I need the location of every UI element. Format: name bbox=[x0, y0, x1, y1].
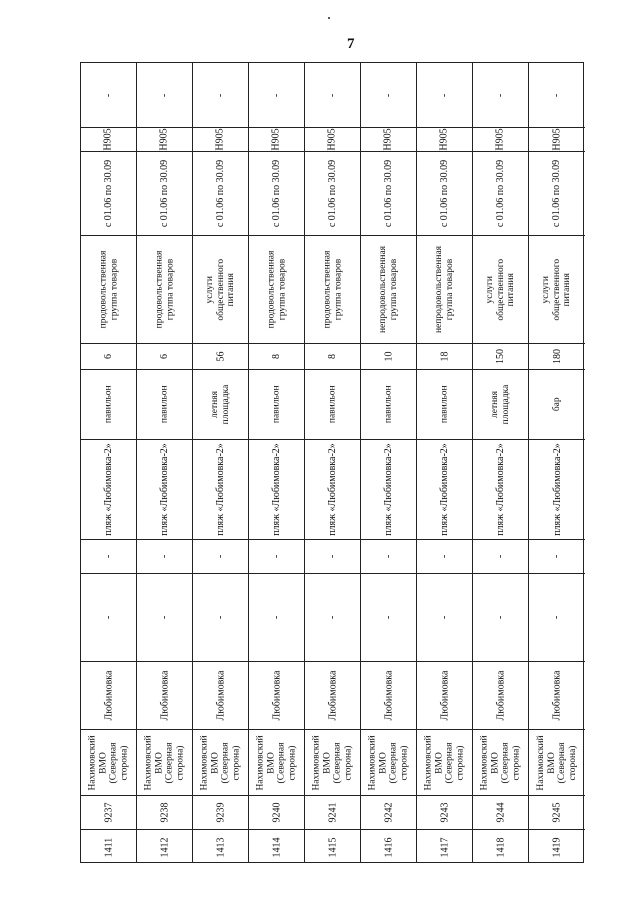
table-cell-code2 bbox=[473, 127, 528, 151]
table-cell-location bbox=[529, 439, 585, 539]
cell-text-col6: - bbox=[271, 554, 282, 559]
cell-text-settlement: Любимовка bbox=[382, 670, 394, 721]
cell-text-num: 1411 bbox=[102, 837, 114, 857]
table-cell-code bbox=[529, 795, 585, 829]
cell-text-spec: услуги общественного питания bbox=[541, 258, 573, 321]
cell-text-code2: Н905 bbox=[270, 128, 282, 151]
table-cell-note bbox=[137, 63, 192, 127]
page-number: 7 bbox=[347, 36, 355, 52]
cell-text-code2: Н905 bbox=[102, 128, 114, 151]
cell-text-spec: продовольственная группа товаров bbox=[98, 250, 119, 329]
cell-text-type: павильон bbox=[271, 385, 282, 424]
cell-text-spec: услуги общественного питания bbox=[204, 258, 236, 321]
table-cell-code2 bbox=[137, 127, 192, 151]
cell-text-spec: продовольственная группа товаров bbox=[266, 250, 287, 329]
table-cell-area bbox=[249, 343, 304, 369]
cell-text-district: Нахимовский ВМО (Северная сторона) bbox=[311, 734, 354, 791]
cell-text-num: 1416 bbox=[383, 837, 394, 857]
table-cell-code bbox=[473, 795, 528, 829]
cell-text-col6: - bbox=[439, 554, 450, 559]
table-cell-district bbox=[305, 729, 360, 795]
table-cell-district bbox=[473, 729, 528, 795]
cell-text-col5: - bbox=[159, 615, 170, 620]
table-row bbox=[417, 63, 473, 862]
table-cell-note bbox=[361, 63, 416, 127]
table-cell-code2 bbox=[417, 127, 472, 151]
table-row bbox=[137, 63, 193, 862]
table-cell-location bbox=[417, 439, 472, 539]
table-cell-period bbox=[81, 151, 136, 235]
table-cell-col6 bbox=[417, 539, 472, 573]
cell-text-area: 8 bbox=[327, 354, 338, 359]
table-cell-settlement bbox=[137, 661, 192, 729]
cell-text-district: Нахимовский ВМО (Северная сторона) bbox=[479, 734, 522, 791]
cell-text-spec: непродовольственная группа товаров bbox=[378, 245, 399, 334]
table-cell-num bbox=[81, 829, 136, 864]
table-cell-spec bbox=[137, 235, 192, 343]
table-cell-settlement bbox=[193, 661, 248, 729]
table-row bbox=[529, 63, 585, 862]
cell-text-code2: Н905 bbox=[438, 128, 450, 151]
cell-text-code2: Н905 bbox=[326, 128, 338, 151]
cell-text-period: с 01.06 по 30.09 bbox=[327, 159, 339, 228]
table-cell-area bbox=[81, 343, 136, 369]
cell-text-period: с 01.06 по 30.09 bbox=[495, 159, 507, 228]
table-cell-code2 bbox=[361, 127, 416, 151]
table-cell-code bbox=[193, 795, 248, 829]
table-cell-period bbox=[137, 151, 192, 235]
cell-text-district: Нахимовский ВМО (Северная сторона) bbox=[367, 734, 410, 791]
table-cell-district bbox=[137, 729, 192, 795]
cell-text-period: с 01.06 по 30.09 bbox=[103, 159, 115, 228]
table-cell-col6 bbox=[249, 539, 304, 573]
cell-text-area: 150 bbox=[495, 349, 506, 364]
table-cell-location bbox=[249, 439, 304, 539]
table-cell-col5 bbox=[305, 573, 360, 661]
table-cell-location bbox=[473, 439, 528, 539]
cell-text-code: 9240 bbox=[271, 802, 282, 823]
cell-text-code: 9243 bbox=[439, 802, 450, 823]
table-cell-note bbox=[529, 63, 585, 127]
cell-text-spec: продовольственная группа товаров bbox=[154, 250, 175, 329]
cell-text-location: пляж «Любимовка-2» bbox=[159, 443, 171, 536]
table-cell-note bbox=[249, 63, 304, 127]
cell-text-district: Нахимовский ВМО (Северная сторона) bbox=[423, 734, 466, 791]
table-row bbox=[361, 63, 417, 862]
table-cell-type bbox=[249, 369, 304, 439]
table-cell-type bbox=[417, 369, 472, 439]
cell-text-settlement: Любимовка bbox=[494, 670, 506, 721]
cell-text-period: с 01.06 по 30.09 bbox=[551, 159, 563, 228]
cell-text-area: 6 bbox=[103, 354, 114, 359]
table-cell-spec bbox=[473, 235, 528, 343]
table-cell-period bbox=[305, 151, 360, 235]
cell-text-type: павильон bbox=[383, 385, 394, 424]
table-cell-location bbox=[81, 439, 136, 539]
cell-text-district: Нахимовский ВМО (Северная сторона) bbox=[255, 734, 298, 791]
table-cell-code2 bbox=[81, 127, 136, 151]
cell-text-location: пляж «Любимовка-2» bbox=[383, 443, 395, 536]
cell-text-col6: - bbox=[215, 554, 226, 559]
table-cell-col6 bbox=[193, 539, 248, 573]
table-cell-area bbox=[193, 343, 248, 369]
table-cell-num bbox=[361, 829, 416, 864]
table-cell-col6 bbox=[473, 539, 528, 573]
cell-text-location: пляж «Любимовка-2» bbox=[327, 443, 339, 536]
table-cell-num bbox=[529, 829, 585, 864]
table-cell-code2 bbox=[305, 127, 360, 151]
cell-text-code2: Н905 bbox=[551, 128, 563, 151]
cell-text-note: - bbox=[439, 93, 450, 97]
table-cell-code2 bbox=[249, 127, 304, 151]
cell-text-period: с 01.06 по 30.09 bbox=[215, 159, 227, 228]
table-cell-code2 bbox=[193, 127, 248, 151]
table-cell-code bbox=[81, 795, 136, 829]
cell-text-num: 1412 bbox=[159, 837, 170, 857]
table-cell-type bbox=[137, 369, 192, 439]
table-cell-spec bbox=[417, 235, 472, 343]
cell-text-code: 9238 bbox=[159, 802, 170, 823]
table-row bbox=[193, 63, 249, 862]
cell-text-note: - bbox=[271, 93, 282, 97]
cell-text-col5: - bbox=[327, 615, 338, 620]
table-cell-type bbox=[305, 369, 360, 439]
table-cell-spec bbox=[81, 235, 136, 343]
cell-text-code: 9245 bbox=[551, 802, 563, 823]
cell-text-col6: - bbox=[159, 554, 170, 559]
table-cell-district bbox=[81, 729, 136, 795]
cell-text-code2: Н905 bbox=[214, 128, 226, 151]
cell-text-area: 8 bbox=[271, 354, 282, 359]
cell-text-code: 9237 bbox=[103, 802, 114, 823]
cell-text-code2: Н905 bbox=[494, 128, 506, 151]
table-row bbox=[249, 63, 305, 862]
table-cell-col6 bbox=[137, 539, 192, 573]
cell-text-col5: - bbox=[439, 615, 450, 620]
cell-text-code: 9244 bbox=[495, 802, 506, 823]
cell-text-district: Нахимовский ВМО (Северная сторона) bbox=[87, 734, 130, 791]
cell-text-district: Нахимовский ВМО (Северная сторона) bbox=[199, 734, 242, 791]
table-cell-num bbox=[473, 829, 528, 864]
table-cell-period bbox=[193, 151, 248, 235]
table-cell-type bbox=[193, 369, 248, 439]
cell-text-col6: - bbox=[551, 554, 563, 559]
table-cell-spec bbox=[193, 235, 248, 343]
cell-text-col6: - bbox=[103, 554, 114, 559]
table-cell-settlement bbox=[249, 661, 304, 729]
table-cell-settlement bbox=[529, 661, 585, 729]
table-cell-num bbox=[305, 829, 360, 864]
cell-text-settlement: Любимовка bbox=[102, 670, 114, 721]
cell-text-spec: продовольственная группа товаров bbox=[322, 250, 343, 329]
table-cell-note bbox=[81, 63, 136, 127]
table-cell-note bbox=[417, 63, 472, 127]
cell-text-type: павильон bbox=[327, 385, 338, 424]
cell-text-location: пляж «Любимовка-2» bbox=[103, 443, 115, 536]
table-cell-code bbox=[417, 795, 472, 829]
table-cell-district bbox=[361, 729, 416, 795]
cell-text-settlement: Любимовка bbox=[438, 670, 450, 721]
table-cell-code bbox=[305, 795, 360, 829]
table-cell-col6 bbox=[81, 539, 136, 573]
cell-text-note: - bbox=[159, 93, 170, 97]
table-cell-period bbox=[417, 151, 472, 235]
cell-text-code2: Н905 bbox=[158, 128, 170, 151]
cell-text-note: - bbox=[215, 93, 226, 97]
table-cell-spec bbox=[529, 235, 585, 343]
table-cell-area bbox=[417, 343, 472, 369]
table-cell-col6 bbox=[305, 539, 360, 573]
table-cell-district bbox=[417, 729, 472, 795]
table-cell-location bbox=[137, 439, 192, 539]
cell-text-location: пляж «Любимовка-2» bbox=[215, 443, 227, 536]
table-cell-district bbox=[529, 729, 585, 795]
table-cell-note bbox=[473, 63, 528, 127]
cell-text-num: 1414 bbox=[271, 837, 282, 857]
cell-text-area: 10 bbox=[383, 351, 394, 362]
cell-text-num: 1415 bbox=[327, 837, 338, 857]
cell-text-location: пляж «Любимовка-2» bbox=[551, 443, 563, 536]
cell-text-period: с 01.06 по 30.09 bbox=[439, 159, 451, 228]
table-row bbox=[81, 63, 137, 862]
cell-text-type: павильон bbox=[439, 385, 450, 424]
table-row bbox=[305, 63, 361, 862]
table-cell-col6 bbox=[529, 539, 585, 573]
cell-text-district: Нахимовский ВМО (Северная сторона) bbox=[536, 734, 578, 791]
cell-text-type: летняя площадка bbox=[490, 384, 511, 425]
cell-text-num: 1418 bbox=[495, 837, 506, 857]
cell-text-spec: непродовольственная группа товаров bbox=[434, 245, 455, 334]
cell-text-col5: - bbox=[551, 615, 563, 620]
cell-text-type: павильон bbox=[159, 385, 170, 424]
cell-text-area: 18 bbox=[439, 351, 450, 362]
cell-text-settlement: Любимовка bbox=[158, 670, 170, 721]
scan-speck bbox=[328, 17, 330, 19]
cell-text-code: 9241 bbox=[327, 802, 338, 823]
cell-text-col5: - bbox=[495, 615, 506, 620]
table-cell-spec bbox=[249, 235, 304, 343]
table-cell-num bbox=[417, 829, 472, 864]
cell-text-col6: - bbox=[327, 554, 338, 559]
cell-text-num: 1413 bbox=[215, 837, 226, 857]
cell-text-area: 56 bbox=[215, 351, 226, 362]
cell-text-period: с 01.06 по 30.09 bbox=[383, 159, 395, 228]
cell-text-col6: - bbox=[495, 554, 506, 559]
table-cell-period bbox=[249, 151, 304, 235]
table-cell-note bbox=[305, 63, 360, 127]
cell-text-note: - bbox=[551, 93, 563, 97]
table-cell-col5 bbox=[249, 573, 304, 661]
table-cell-location bbox=[361, 439, 416, 539]
cell-text-col5: - bbox=[271, 615, 282, 620]
table-cell-code bbox=[249, 795, 304, 829]
table-cell-num bbox=[137, 829, 192, 864]
data-table bbox=[80, 62, 584, 863]
table-cell-area bbox=[137, 343, 192, 369]
cell-text-settlement: Любимовка bbox=[551, 670, 563, 721]
cell-text-type: павильон bbox=[103, 385, 114, 424]
table-cell-area bbox=[473, 343, 528, 369]
table-cell-area bbox=[361, 343, 416, 369]
table-cell-type bbox=[81, 369, 136, 439]
table-cell-location bbox=[193, 439, 248, 539]
cell-text-type: бар bbox=[551, 397, 562, 412]
table-cell-code bbox=[361, 795, 416, 829]
cell-text-num: 1417 bbox=[439, 837, 450, 857]
cell-text-col5: - bbox=[215, 615, 226, 620]
table-cell-type bbox=[529, 369, 585, 439]
cell-text-num: 1419 bbox=[551, 837, 563, 857]
table-cell-col6 bbox=[361, 539, 416, 573]
cell-text-district: Нахимовский ВМО (Северная сторона) bbox=[143, 734, 186, 791]
table-cell-col5 bbox=[473, 573, 528, 661]
table-cell-spec bbox=[361, 235, 416, 343]
cell-text-code2: Н905 bbox=[382, 128, 394, 151]
table-cell-settlement bbox=[361, 661, 416, 729]
table-cell-col5 bbox=[361, 573, 416, 661]
table-row bbox=[473, 63, 529, 862]
cell-text-settlement: Любимовка bbox=[326, 670, 338, 721]
table-cell-num bbox=[193, 829, 248, 864]
table-cell-period bbox=[473, 151, 528, 235]
table-cell-code2 bbox=[529, 127, 585, 151]
cell-text-col5: - bbox=[383, 615, 394, 620]
table-cell-code bbox=[137, 795, 192, 829]
cell-text-note: - bbox=[495, 93, 506, 97]
table-cell-period bbox=[361, 151, 416, 235]
table-cell-district bbox=[193, 729, 248, 795]
table-cell-spec bbox=[305, 235, 360, 343]
cell-text-area: 180 bbox=[551, 349, 563, 364]
table-cell-area bbox=[305, 343, 360, 369]
cell-text-period: с 01.06 по 30.09 bbox=[271, 159, 283, 228]
table-cell-col5 bbox=[529, 573, 585, 661]
table-cell-area bbox=[529, 343, 585, 369]
cell-text-type: летняя площадка bbox=[210, 384, 231, 425]
table-cell-period bbox=[529, 151, 585, 235]
cell-text-col5: - bbox=[103, 615, 114, 620]
table-cell-settlement bbox=[417, 661, 472, 729]
table-cell-type bbox=[361, 369, 416, 439]
cell-text-area: 6 bbox=[159, 354, 170, 359]
cell-text-note: - bbox=[327, 93, 338, 97]
table-cell-col5 bbox=[417, 573, 472, 661]
table-cell-district bbox=[249, 729, 304, 795]
table-cell-num bbox=[249, 829, 304, 864]
cell-text-spec: услуги общественного питания bbox=[484, 258, 516, 321]
cell-text-code: 9239 bbox=[215, 802, 226, 823]
cell-text-location: пляж «Любимовка-2» bbox=[271, 443, 283, 536]
cell-text-location: пляж «Любимовка-2» bbox=[439, 443, 451, 536]
cell-text-note: - bbox=[383, 93, 394, 97]
cell-text-location: пляж «Любимовка-2» bbox=[495, 443, 507, 536]
cell-text-code: 9242 bbox=[383, 802, 394, 823]
cell-text-period: с 01.06 по 30.09 bbox=[159, 159, 171, 228]
table-cell-settlement bbox=[473, 661, 528, 729]
table-cell-location bbox=[305, 439, 360, 539]
table-cell-col5 bbox=[137, 573, 192, 661]
table-cell-settlement bbox=[81, 661, 136, 729]
table-cell-type bbox=[473, 369, 528, 439]
table-cell-note bbox=[193, 63, 248, 127]
table-cell-col5 bbox=[193, 573, 248, 661]
cell-text-settlement: Любимовка bbox=[270, 670, 282, 721]
cell-text-note: - bbox=[103, 93, 114, 97]
table-cell-settlement bbox=[305, 661, 360, 729]
cell-text-col6: - bbox=[383, 554, 394, 559]
table-cell-col5 bbox=[81, 573, 136, 661]
cell-text-settlement: Любимовка bbox=[214, 670, 226, 721]
